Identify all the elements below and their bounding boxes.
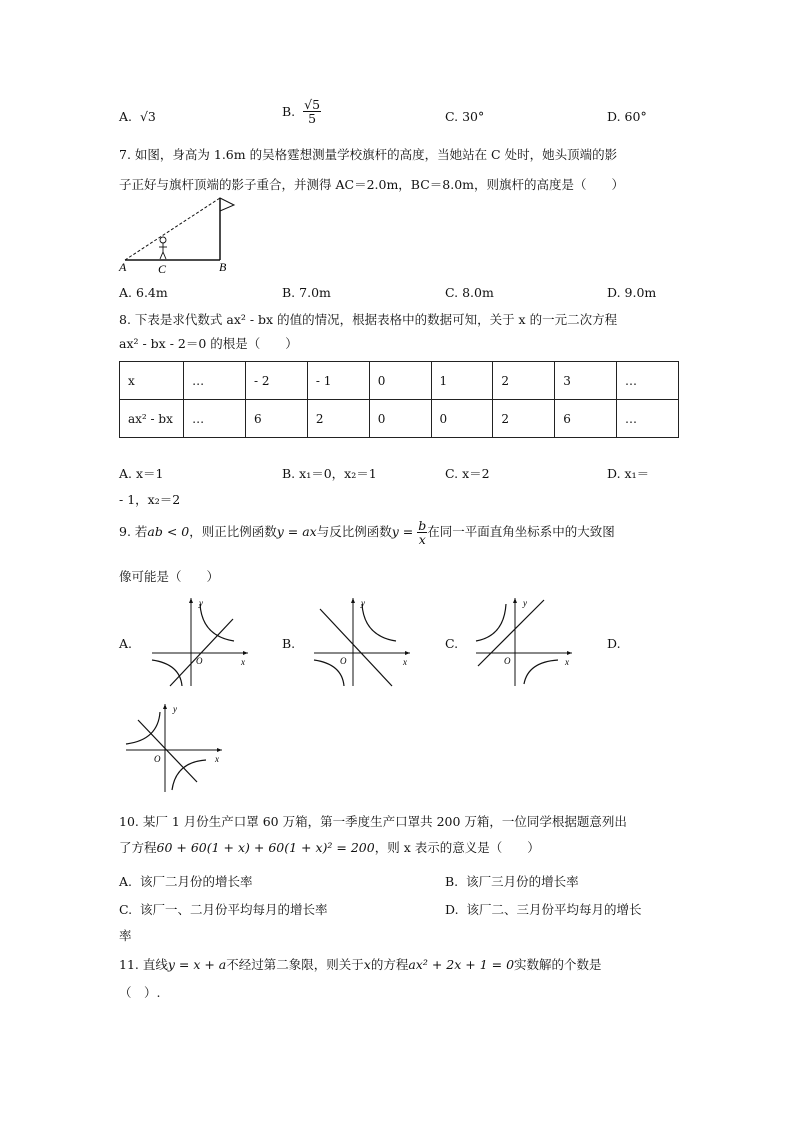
flag-icon: [220, 198, 234, 211]
q7-label-c: C: [158, 262, 167, 276]
table-cell: …: [184, 362, 246, 400]
table-cell: 1: [431, 362, 493, 400]
svg-text:O: O: [154, 754, 161, 764]
svg-text:x: x: [215, 754, 219, 764]
table-cell: …: [184, 400, 246, 438]
q9-graph-d: [122, 700, 227, 795]
table-cell: 2: [493, 362, 555, 400]
svg-text:O: O: [504, 656, 511, 666]
q6-option-b-fraction: $\frac{√5}{5}$: [304, 97, 321, 127]
q10-option-b: B. 该厂三月份的增长率: [445, 874, 579, 889]
table-cell: - 2: [246, 362, 308, 400]
q8-stem-line2: ax² - bx - 2＝0 的根是（ ）: [119, 336, 298, 351]
q11-stem-line2: （ ）.: [119, 985, 161, 1000]
q6-option-c: C. 30°: [445, 109, 485, 124]
svg-text:O: O: [196, 656, 203, 666]
q6-option-d: D. 60°: [607, 109, 647, 124]
table-cell: 6: [555, 400, 617, 438]
q7-option-b: B. 7.0m: [282, 285, 331, 300]
svg-text:y: y: [523, 598, 527, 608]
q8-stem-line1: 8. 下表是求代数式 ax² - bx 的值的情况，根据表格中的数据可知，关于 x 的一元二次方程: [119, 312, 618, 327]
q7-label-b: B: [219, 260, 227, 274]
q9-stem-line1: 9. 若ab < 0，则正比例函数y = ax与反比例函数y = $\frac{b}{x}$ 在同一平面直角坐标系中的大致图: [119, 518, 615, 548]
table-row: [120, 400, 679, 438]
q8-option-d-continued: - 1，x₂＝2: [119, 492, 181, 507]
q9-fraction: $\frac{b}{x}$: [418, 518, 427, 548]
q8-option-c: C. x＝2: [445, 466, 490, 481]
q8-option-b: B. x₁＝0，x₂＝1: [282, 466, 377, 481]
person-icon: [160, 237, 166, 243]
q10-stem-line1: 10. 某厂 1 月份生产口罩 60 万箱，第一季度生产口罩共 200 万箱，一位同学根据题意列出: [119, 814, 627, 829]
q9-graph-b: [310, 594, 415, 689]
q9-graph-c: [472, 594, 577, 689]
table-cell: ax² - bx: [120, 400, 184, 438]
table-cell: 0: [369, 362, 431, 400]
svg-text:x: x: [565, 657, 569, 667]
q8-option-a: A. x＝1: [119, 466, 164, 481]
q7-option-d: D. 9.0m: [607, 285, 657, 300]
q10-option-d-continued: 率: [119, 928, 132, 943]
q9-option-c-label: C.: [445, 636, 459, 651]
q10-option-a: A. 该厂二月份的增长率: [119, 874, 253, 889]
table-cell: 2: [493, 400, 555, 438]
table-cell: 2: [307, 400, 369, 438]
q7-option-a: A. 6.4m: [119, 285, 168, 300]
table-row: [120, 362, 679, 400]
q8-value-table: [119, 361, 679, 438]
table-cell: 0: [431, 400, 493, 438]
q10-stem-line2: 了方程60 + 60(1 + x) + 60(1 + x)² = 200，则 x 表示的意义是（ ）: [119, 840, 540, 855]
svg-text:x: x: [241, 657, 245, 667]
svg-text:y: y: [199, 598, 203, 608]
q7-figure: [115, 193, 250, 278]
q7-shadow-ray: [125, 198, 220, 260]
q9-option-d-label: D.: [607, 636, 621, 651]
q8-option-d: D. x₁＝: [607, 466, 650, 481]
q9-stem-line2: 像可能是（ ）: [119, 569, 220, 584]
q6-option-a: A. √3: [119, 109, 156, 124]
q11-stem-line1: 11. 直线y = x + a不经过第二象限，则关于x的方程ax² + 2x + 1 = 0实数解的个数是: [119, 957, 602, 972]
table-cell: …: [617, 362, 679, 400]
q9-graph-a: [148, 594, 253, 689]
q9-option-a-label: A.: [119, 636, 133, 651]
svg-text:O: O: [340, 656, 347, 666]
table-cell: - 1: [307, 362, 369, 400]
q7-label-a: A: [119, 260, 127, 274]
svg-text:y: y: [173, 704, 177, 714]
table-cell: 6: [246, 400, 308, 438]
table-cell: 0: [369, 400, 431, 438]
table-cell: 3: [555, 362, 617, 400]
q7-option-c: C. 8.0m: [445, 285, 494, 300]
svg-text:x: x: [403, 657, 407, 667]
table-cell: x: [120, 362, 184, 400]
q7-stem-line2: 子正好与旗杆顶端的影子重合，并测得 AC＝2.0m，BC＝8.0m，则旗杆的高度是（ ）: [119, 177, 625, 192]
q10-option-d: D. 该厂二、三月份平均每月的增长: [445, 902, 642, 917]
q10-option-c: C. 该厂一、二月份平均每月的增长率: [119, 902, 328, 917]
svg-text:y: y: [361, 598, 365, 608]
q6-option-b: B. $\frac{√5}{5}$: [282, 97, 321, 127]
q9-option-b-label: B.: [282, 636, 296, 651]
table-cell: …: [617, 400, 679, 438]
q7-stem-line1: 7. 如图，身高为 1.6m 的吴格霆想测量学校旗杆的高度，当她站在 C 处时，她头顶端的影: [119, 147, 618, 162]
